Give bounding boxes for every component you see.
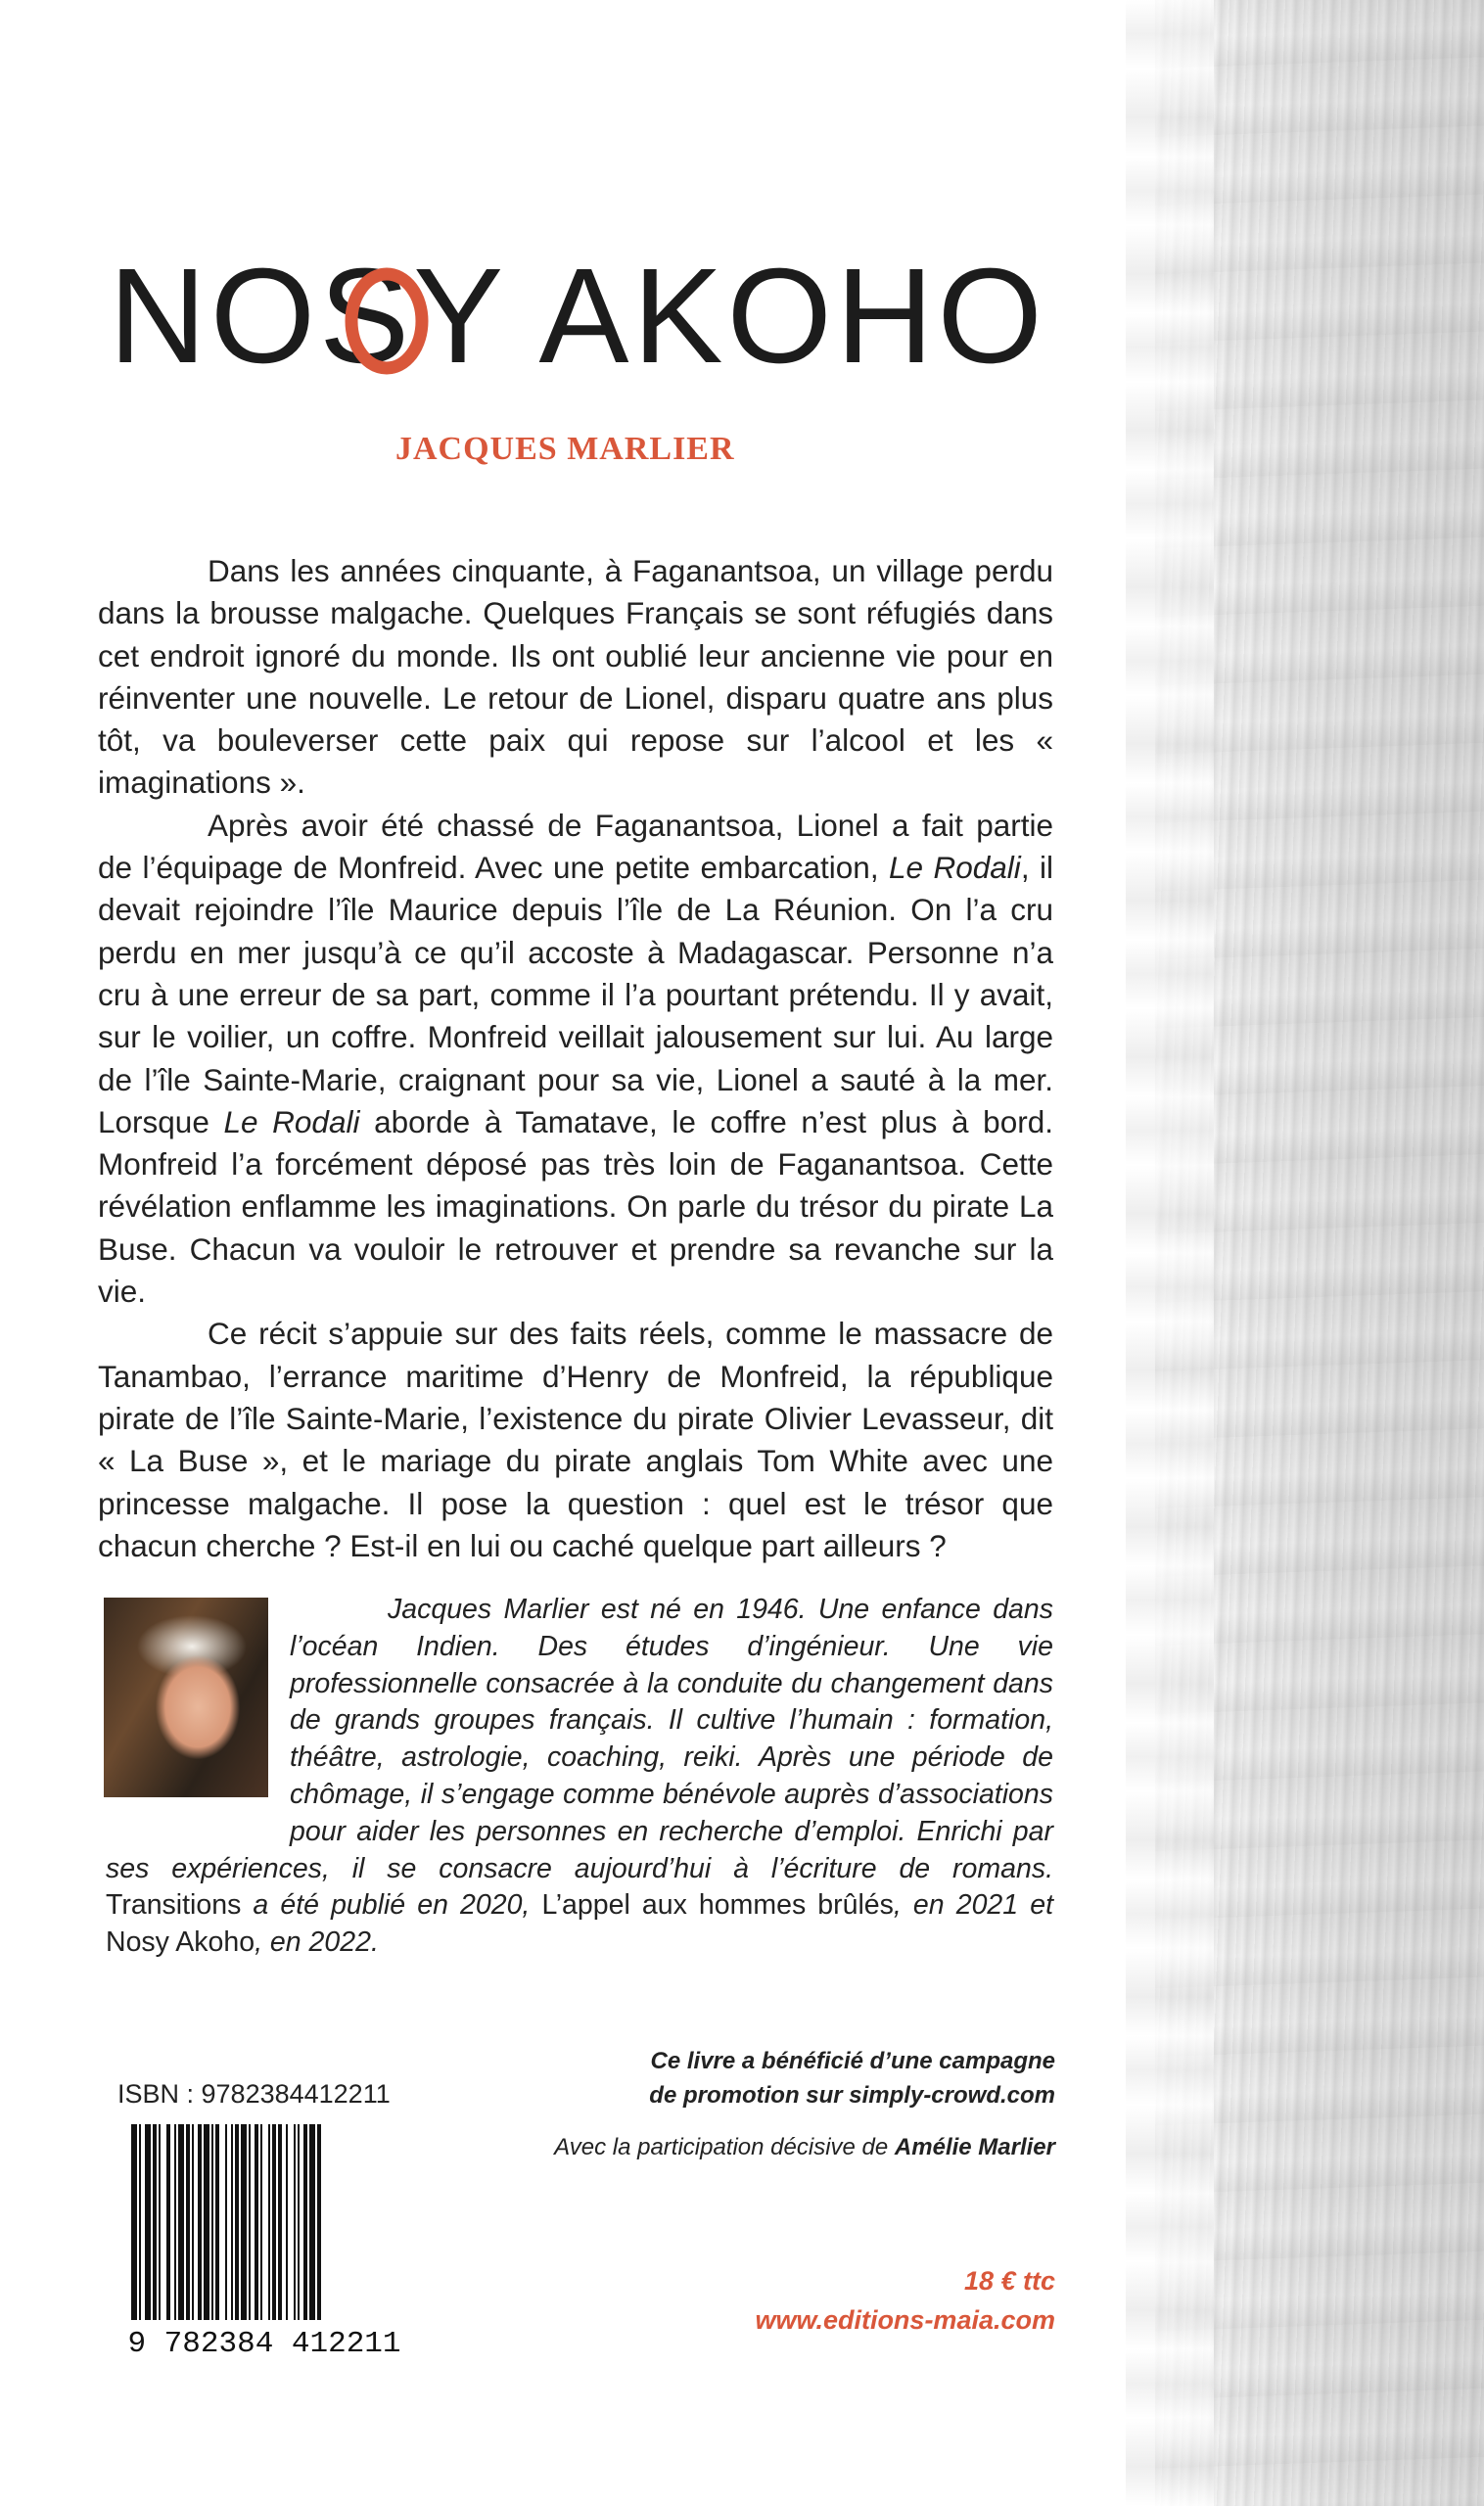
barcode-bar	[139, 2124, 141, 2342]
participant-name: Amélie Marlier	[894, 2134, 1055, 2160]
participation-prefix: Avec la participation décisive de	[554, 2134, 895, 2160]
barcode-bar	[153, 2124, 157, 2342]
synopsis-paragraph-2	[98, 805, 1053, 1314]
barcode-bar	[166, 2124, 170, 2342]
price: 18 € ttc	[963, 2266, 1055, 2296]
crowdfunding-line: de promotion sur simply-crowd.com	[649, 2082, 1055, 2109]
isbn-barcode	[127, 2124, 401, 2359]
publisher-website[interactable]: www.editions-maia.com	[755, 2305, 1055, 2335]
crowdfunding-note	[509, 2044, 1055, 2112]
barcode-bar	[174, 2124, 176, 2342]
bio-book-title: Nosy Akoho	[106, 1926, 255, 1959]
barcode-bar	[235, 2124, 239, 2342]
bio-book-title: L’appel aux hommes brûlés	[541, 1889, 894, 1922]
barcode-bar	[225, 2124, 227, 2342]
barcode-bar	[145, 2124, 151, 2342]
barcode-bar	[260, 2124, 262, 2342]
author-name: JACQUES MARLIER	[395, 431, 735, 467]
barcode-bar	[215, 2124, 219, 2342]
barcode-bar	[186, 2124, 190, 2342]
photo-spacer	[106, 1592, 290, 1825]
book-title	[109, 241, 1046, 411]
author-bio	[106, 1592, 1053, 1962]
price-and-website	[685, 2261, 1055, 2340]
barcode-bar	[317, 2124, 321, 2342]
barcode-bar	[131, 2124, 137, 2342]
participation-credit	[392, 2134, 1055, 2161]
barcode-bar	[294, 2124, 296, 2342]
synopsis-text: , il devait rejoindre l’île Maurice depuis l’île de La Réunion. On l’a cru perdu en mer jusqu’à ce qu’il accoste à Madagascar. Personne n’a cru à une erreur de sa part, comme il l’a pourtant prétendu. Il y avait, sur le voilier, un coffre. Monfreid veillait jalousement sur lui. Au large de l’île Sainte-Marie, craignant pour sa vie, Lionel a sauté à la mer. Lorsque	[98, 850, 1054, 1139]
barcode-bar	[303, 2124, 307, 2342]
bio-text: a été publié en 2020,	[241, 1889, 542, 1922]
barcode-digits: 9 782384 412211	[127, 2327, 401, 2361]
barcode-bar	[192, 2124, 194, 2342]
bio-book-title: Transitions	[106, 1889, 242, 1922]
barcode-bar	[255, 2124, 258, 2342]
barcode-bar	[178, 2124, 184, 2342]
barcode-bar	[278, 2124, 282, 2342]
barcode-bar	[159, 2124, 161, 2342]
bio-text: , en 2022.	[255, 1926, 379, 1959]
ship-name: Le Rodali	[889, 850, 1021, 886]
barcode-bar	[286, 2124, 288, 2342]
synopsis-paragraph-3: Ce récit s’appuie sur des faits réels, comme le massacre de Tanambao, l’errance maritime d’Henry de Monfreid, la république pirate de l’île Sainte-Marie, l’existence du pirate Olivier Levasseur, dit « La Buse », et le mariage du pirate anglais Tom White avec une princesse malgache. Il pose la question : quel est le trésor que chacun cherche ? Est-il en lui ou caché quelque part ailleurs ?	[98, 1316, 1053, 1563]
synopsis-paragraph-1: Dans les années cinquante, à Faganantsoa, un village perdu dans la brousse malgache. Quelques Français se sont réfugiés dans cet endroit ignoré du monde. Ils ont oublié leur ancienne vie pour en réinventer une nouvelle. Le retour de Lionel, disparu quatre ans plus tôt, va bouleverser cette paix qui repose sur l’alcool et les « imaginations ».	[98, 553, 1053, 801]
brush-edge-texture	[1126, 0, 1214, 2506]
barcode-bar	[268, 2124, 270, 2342]
barcode-bars	[131, 2124, 321, 2342]
barcode-bar	[298, 2124, 300, 2342]
bio-text: , en 2021 et	[893, 1889, 1053, 1922]
barcode-bar	[198, 2124, 202, 2342]
bio-text: Jacques Marlier est né en 1946. Une enfance dans l’océan Indien. Des études d’ingénieur. Une vie professionnelle consacrée à la conduite du changement dans de grands groupes français. Il cultive l’humain : formation, théâtre, astrologie, coaching, reiki. Après une période de chômage, il s’engage comme bénévole auprès d’associations pour aider les personnes en recherche d’emploi. Enrichi par ses expériences, il se consacre aujourd’hui à l’écriture de romans.	[106, 1594, 1053, 1884]
barcode-bar	[249, 2124, 251, 2342]
barcode-bar	[204, 2124, 209, 2342]
synopsis-text: Après avoir été chassé de Faganantsoa, Lionel a fait partie de l’équipage de Monfreid. Avec une petite embarcation,	[98, 807, 1053, 886]
synopsis-text: aborde à Tamatave, le coffre n’est plus à bord. Monfreid l’a forcément déposé pas très loin de Faganantsoa. Cette révélation enflamme les imaginations. On parle du trésor du pirate La Buse. Chacun va vouloir le retrouver et prendre sa revanche sur la vie.	[98, 1103, 1053, 1310]
barcode-bar	[272, 2124, 276, 2342]
crowdfunding-line: Ce livre a bénéficié d’une campagne	[650, 2048, 1055, 2074]
barcode-bar	[309, 2124, 315, 2342]
book-title-graphic	[109, 241, 1046, 411]
book-title-text: NOSY AKOHO	[109, 241, 1046, 392]
isbn-label: ISBN : 9782384412211	[117, 2079, 391, 2109]
barcode-bar	[241, 2124, 247, 2342]
synopsis	[98, 550, 1053, 1567]
barcode-bar	[211, 2124, 213, 2342]
ship-name: Le Rodali	[223, 1103, 360, 1139]
barcode-bar	[231, 2124, 233, 2342]
